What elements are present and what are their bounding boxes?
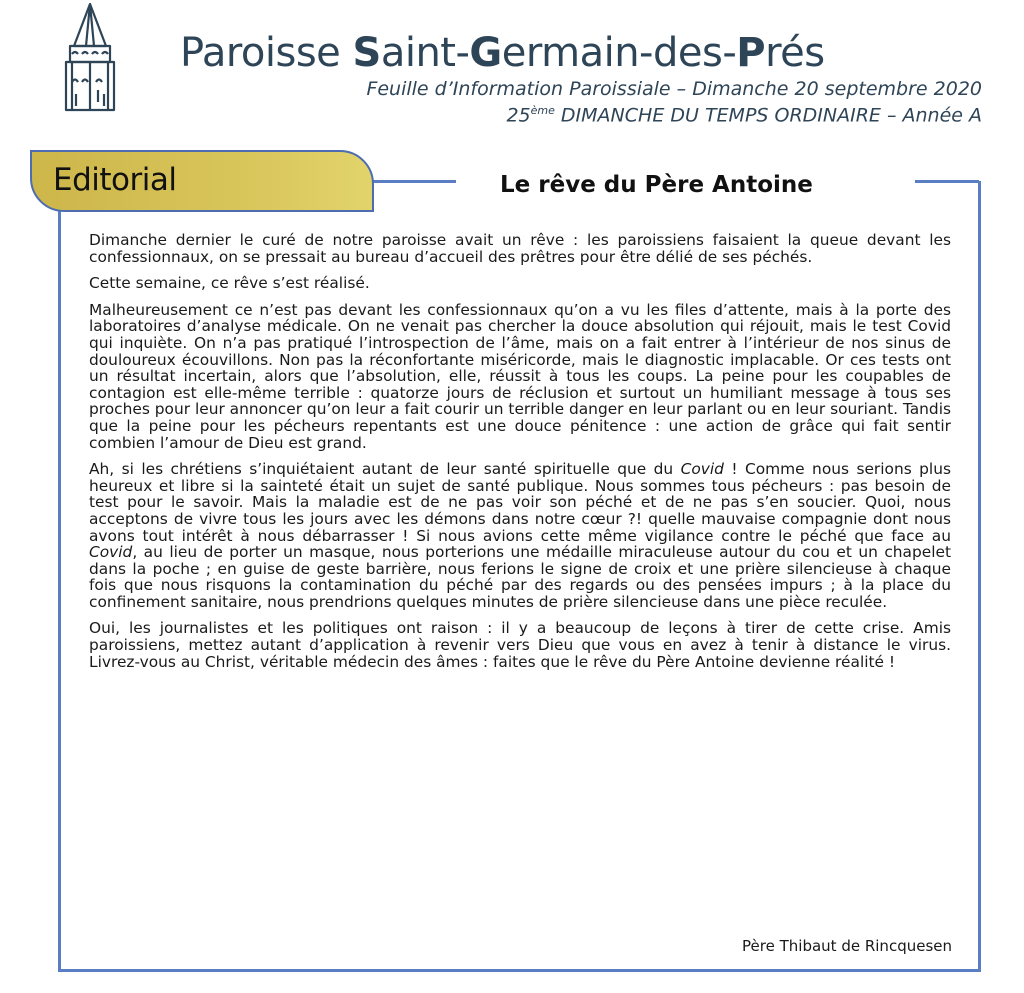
editorial-tab: [30, 150, 374, 212]
paragraph: Malheureusement ce n’est pas devant les confessionnaux qu’on a vu les files d’attente, mais à la porte des laboratoires d’analyse médicale. On ne venait pas chercher la douce absolution qui réjouit, mais le test Covid qui inquiète. On n’a pas pratiqué l’introspection de l’âme, mais on a fait entrer à l’intérieur de nos sinus de douloureux écouvillons. Non pas la réconfortante miséricorde, mais le diagnostic implacable. Or ces tests ont un résultat incertain, alors que l’absolution, elle, réussit à tous les coups. La peine pour les coupables de contagion est elle-même terrible : quatorze jours de réclusion et surtout un humiliant message à tous ses proches pour leur annoncer qu’on leur a fait courir un terrible danger en leur parlant ou en leur souriant. Tandis que la peine pour les pécheurs repentants est une douce pénitence : une action de grâce qui fait sentir combien l’amour de Dieu est grand.: [89, 300, 951, 452]
title-initial: P: [736, 30, 766, 76]
sunday-rest: DIMANCHE DU TEMPS ORDINAIRE – Année A: [554, 104, 982, 127]
signature: Père Thibaut de Rincquesen: [742, 937, 952, 955]
paragraph: Cette semaine, ce rêve s’est réalisé.: [89, 274, 370, 293]
article-body: [89, 232, 951, 680]
title-part: aint-: [380, 30, 470, 76]
article-heading: Le rêve du Père Antoine: [500, 172, 813, 198]
sunday-number: 25: [506, 104, 531, 127]
title-part: Paroisse: [180, 30, 353, 76]
paragraph: [89, 461, 951, 610]
text-run: ! Comme nous serions plus heureux et libre si la sainteté était un sujet de santé publique. Nous sommes tous pécheurs : pas besoin de test pour le savoir. Mais la maladie est de ne pas voir son péché et de ne pas s’en soucier. Quoi, nous acceptons de vivre tous les jours avec les démons dans notre cœur ?! quelle mauvaise compagnie dont nous avons tout intérêt à nous débarrasser ! Si nous avions cette même vigilance contre le péché que face au: [89, 460, 951, 545]
paragraph: Dimanche dernier le curé de notre paroisse avait un rêve : les paroissiens faisaient la queue devant les confessionnaux, on se pressait au bureau d’accueil des prêtres pour être délié de ses péchés.: [89, 231, 951, 266]
text-run: Ah, si les chrétiens s’inquiétaient autant de leur santé spirituelle que du: [89, 460, 681, 479]
frame-top-line-left: [370, 180, 456, 183]
paragraph: Oui, les journalistes et les politiques ont raison : il y a beaucoup de leçons à tirer de cette crise. Amis paroissiens, mettez autant d’application à revenir vers Dieu que vous en avez à tenir à distance le virus. Livrez-vous au Christ, véritable médecin des âmes : faites que le rêve du Père Antoine devienne réalité !: [89, 619, 951, 671]
title-initial: G: [469, 30, 502, 76]
parish-title: [180, 30, 825, 76]
title-initial: S: [352, 30, 381, 76]
title-part: ermain-des-: [501, 30, 737, 76]
liturgical-sunday: [506, 104, 982, 126]
italic-run: Covid: [680, 460, 724, 479]
sunday-ordinal: ème: [530, 104, 555, 117]
title-part: rés: [765, 30, 825, 76]
bulletin-subtitle: Feuille d’Information Paroissiale – Dimanche 20 septembre 2020: [366, 78, 982, 100]
italic-run: Covid: [89, 543, 133, 562]
frame-top-line-right: [915, 180, 979, 183]
editorial-tab-label: Editorial: [53, 162, 177, 198]
church-tower-logo: [52, 2, 128, 114]
text-run: , au lieu de porter un masque, nous porterions une médaille miraculeuse autour du cou et un chapelet dans la poche ; en guise de geste barrière, nous ferions le signe de croix et une prière silencieuse à chaque fois que nous risquons la contamination du péché par des regards ou des pensées impurs ; à la place du confinement sanitaire, nous prendrions quelques minutes de prière silencieuse dans une pièce reculée.: [89, 543, 951, 611]
